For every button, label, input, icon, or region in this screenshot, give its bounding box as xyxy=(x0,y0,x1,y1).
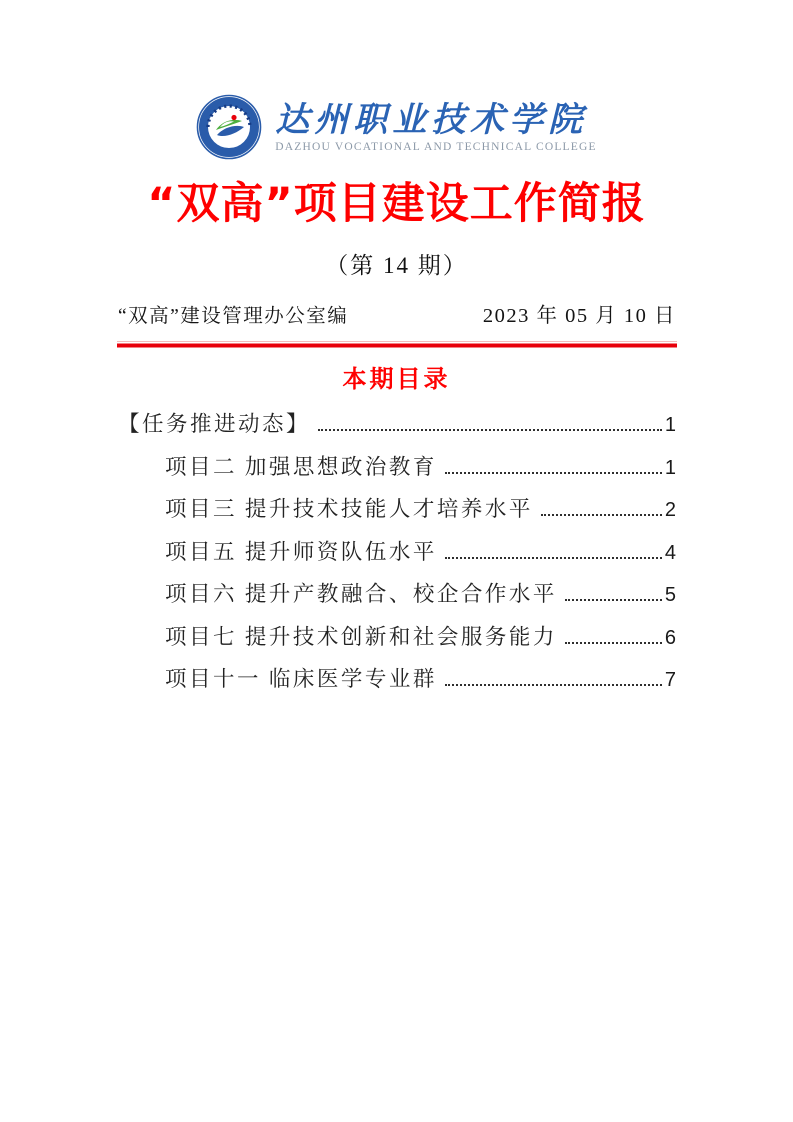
toc-entry[interactable] xyxy=(118,574,676,617)
toc-entry-label: 项目六 提升产教融合、校企合作水平 xyxy=(165,582,557,606)
toc-entry-page: 5 xyxy=(664,584,676,606)
toc-entry-page: 2 xyxy=(664,499,676,521)
toc-entry-label: 项目三 提升技术技能人才培养水平 xyxy=(165,497,533,521)
toc-entry-page: 7 xyxy=(664,669,676,691)
toc-entry-label: 项目七 提升技术创新和社会服务能力 xyxy=(165,624,557,649)
college-emblem-icon xyxy=(196,94,262,160)
college-logo xyxy=(0,94,793,160)
byline-row xyxy=(118,298,676,328)
toc-entry[interactable] xyxy=(118,447,676,490)
document-title: “双高”项目建设工作简报 xyxy=(147,179,646,229)
toc-dot-leader xyxy=(565,599,662,601)
toc-entry-label: 【任务推进动态】 xyxy=(118,412,311,436)
toc-entry[interactable] xyxy=(118,404,676,447)
issue-number: （第 14 期） xyxy=(325,253,468,278)
toc-entry-page: 4 xyxy=(664,541,676,564)
toc-entry[interactable] xyxy=(118,489,676,532)
toc-entry-page: 6 xyxy=(664,626,676,649)
toc-dot-leader xyxy=(445,684,662,686)
toc-entry-label: 项目五 提升师资队伍水平 xyxy=(165,539,437,564)
toc-dot-leader xyxy=(445,557,662,559)
toc-entry[interactable] xyxy=(118,617,676,660)
toc-dot-leader xyxy=(445,472,662,474)
college-name-zh: 达州职业技术学院 xyxy=(275,99,588,140)
toc-dot-leader xyxy=(318,429,662,431)
toc-dot-leader xyxy=(565,642,662,644)
college-logo-text xyxy=(275,99,597,153)
toc-entry-label: 项目二 加强思想政治教育 xyxy=(165,454,437,479)
toc-title: 本期目录 xyxy=(342,367,451,393)
toc-list xyxy=(118,404,676,702)
toc-dot-leader xyxy=(541,514,662,516)
editor-office: “双高”建设管理办公室编 xyxy=(118,306,349,327)
toc-entry-page: 1 xyxy=(664,414,676,436)
toc-entry[interactable] xyxy=(118,659,676,702)
publish-date: 2023 年 05 月 10 日 xyxy=(482,305,676,327)
header-divider xyxy=(117,341,677,348)
college-name-en: DAZHOU VOCATIONAL AND TECHNICAL COLLEGE xyxy=(275,140,597,153)
toc-entry[interactable] xyxy=(118,532,676,575)
toc-entry-label: 项目十一 临床医学专业群 xyxy=(165,667,437,691)
toc-entry-page: 1 xyxy=(664,456,676,479)
